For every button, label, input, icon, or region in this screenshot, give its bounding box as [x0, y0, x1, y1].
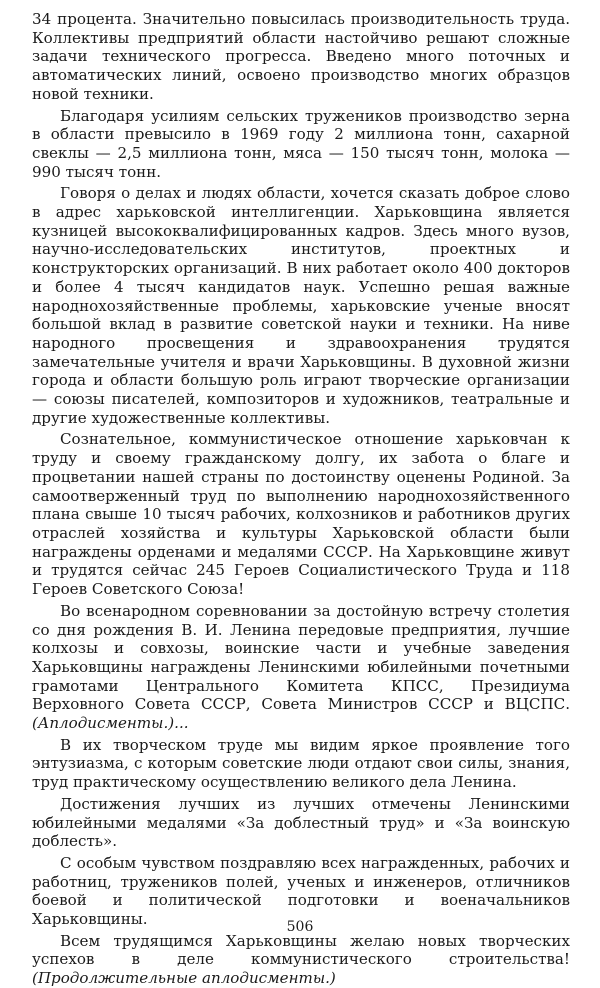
paragraph-competition — [32, 602, 570, 733]
paragraph-continuation — [32, 10, 570, 104]
applause-remark: (Аплодисменты.)... — [32, 714, 189, 733]
paragraph-text: 34 процента. Значительно повысилась производительность труда. Коллективы предприятий области настойчиво решают сложные задачи технического прогресса. Введено много поточных и автоматических линий, освоено производство многих образцов новой техники. — [32, 10, 570, 103]
paragraph-enthusiasm — [32, 736, 570, 792]
paragraph-text: Благодаря усилиям сельских тружеников производство зерна в области превысило в 1969 году 2 миллиона тонн, сахарной свеклы — 2,5 миллиона тонн, мяса — 150 тысяч тонн, молока — 990 тысяч тонн. — [32, 106, 570, 181]
paragraph-agriculture — [32, 107, 570, 182]
paragraph-wishes — [32, 932, 570, 988]
paragraph-text: Сознательное, коммунистическое отношение харьковчан к труду и своему гражданскому долгу, их забота о благе и процветании нашей страны по достоинству оценены Родиной. За самоотверженный труд по выполнению народнохозяйственного плана свыше 10 тысяч рабочих, колхозников и работников других отраслей хозяйства и культуры Харьковской области были награждены орденами и медалями СССР. На Харьковщине живут и трудятся сейчас 245 Героев Социалистического Труда и 118 Героев Советского Союза! — [32, 430, 570, 599]
paragraph-text: Всем трудящимся Харьковщины желаю новых творческих успехов в деле коммунистического строительства! — [32, 931, 570, 969]
paragraph-text: В их творческом труде мы видим яркое проявление того энтузиазма, с которым советские люди отдают свои силы, знания, труд практическому осуществлению великого дела Ленина. — [32, 735, 570, 792]
paragraph-text: Достижения лучших из лучших отмечены Ленинскими юбилейными медалями «За доблестный труд» и «За воинскую доблесть». — [32, 794, 570, 851]
paragraph-text: С особым чувством поздравляю всех награжденных, рабочих и работниц, тружеников полей, ученых и инженеров, отличников боевой и политической подготовки и военачальников Харьковщины. — [32, 853, 570, 929]
page-number: 506 — [286, 919, 314, 935]
paragraph-medals — [32, 795, 570, 851]
paragraph-intelligentsia — [32, 184, 570, 427]
applause-remark: (Продолжительные аплодисменты.) — [32, 969, 336, 988]
paragraph-text: Говоря о делах и людях области, хочется сказать доброе слово в адрес харьковской интеллигенции. Харьковщина является кузницей высококвалифицированных кадров. Здесь много вузов, научно-исследовательских институтов, проектных и конструкторских организаций. В них работает около 400 докторов и более 4 тысяч кандидатов наук. Успешно решая важные народнохозяйственные проблемы, харьковские ученые вносят большой вклад в развитие советской науки и техники. На ниве народного просвещения и здравоохранения трудятся замечательные учителя и врачи Харьковщины. В духовной жизни города и области большую роль играют творческие организации — союзы писателей, композиторов и художников, театральные и другие художественные коллективы. — [32, 184, 570, 427]
paragraph-awards — [32, 430, 570, 598]
paragraph-text: Во всенародном соревновании за достойную встречу столетия со дня рождения В. И. Ленина передовые предприятия, лучшие колхозы и совхозы, воинские части и учебные заведения Харьковщины награждены Ленинскими юбилейными почетными грамотами Центрального Комитета КПСС, Президиума Верховного Совета СССР, Совета Министров СССР и ВЦСПС. — [32, 601, 570, 714]
